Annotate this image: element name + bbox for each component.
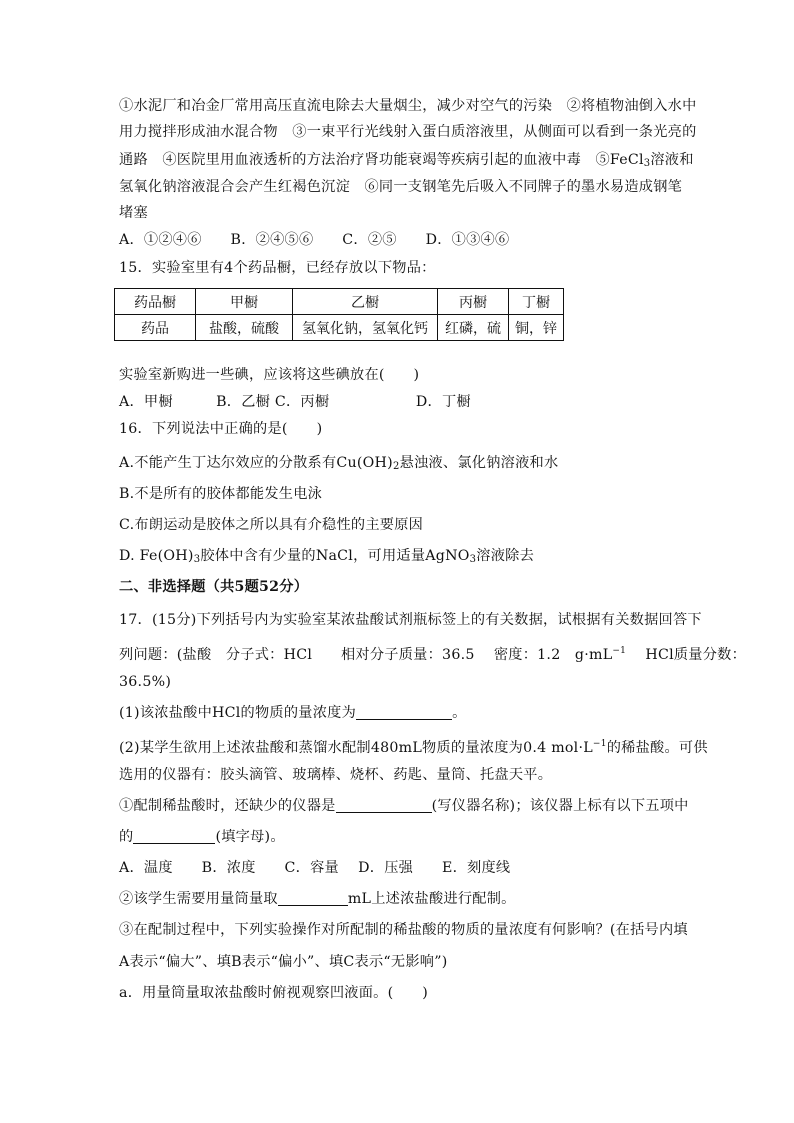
q16-option-a-text: A.不能产生丁达尔效应的分散系有Cu(OH) xyxy=(119,455,393,471)
table-cell: 药品 xyxy=(115,315,196,341)
table-header-cell: 药品橱 xyxy=(115,289,196,315)
q17-sub-1-line-2-text: 的 xyxy=(119,829,134,845)
q14-line-3-tail: 溶液和 xyxy=(650,152,694,168)
q17-line-2-tail: HCl质量分数： xyxy=(626,647,747,663)
q14-line-1: ①水泥厂和冶金厂常用高压直流电除去大量烟尘，减少对空气的污染 ②将植物油倒入水中 xyxy=(119,98,697,114)
q17-part-1 xyxy=(119,703,467,723)
q17-part-2-superscript: −1 xyxy=(592,739,607,749)
table-row xyxy=(115,315,564,341)
q17-sub-1-options: A．温度 B．浓度 C．容量 D．压强 E．刻度线 xyxy=(119,860,511,876)
q16-option-b: B.不是所有的胶体都能发生电泳 xyxy=(119,486,323,502)
q17-line-3: 36.5%) xyxy=(119,674,172,690)
q14-line-3-subscript: 3 xyxy=(643,158,651,169)
q16-option-d-subscript-1: 3 xyxy=(193,554,201,565)
q17-line-2-text: 列问题：(盐酸 分子式：HCl 相对分子质量：36.5 密度：1.2 g·mL xyxy=(119,647,613,663)
q16-option-d xyxy=(119,546,534,570)
q17-sub-1-text: ①配制稀盐酸时，还缺少的仪器是 xyxy=(119,798,336,814)
answer-blank[interactable] xyxy=(278,891,348,906)
q16-option-a-subscript: 2 xyxy=(392,461,400,472)
table-header-cell: 丁橱 xyxy=(509,289,564,315)
q15-question: 实验室新购进一些碘，应该将这些碘放在( ) xyxy=(119,367,420,383)
table-row xyxy=(115,289,564,315)
q14-options: A．①②④⑥ B．②④⑤⑥ C．②⑤ D．①③④⑥ xyxy=(119,232,510,248)
table-cell: 铜，锌 xyxy=(509,315,564,341)
q17-line-1: 17．(15分)下列括号内为实验室某浓盐酸试剂瓶标签上的有关数据，试根据有关数据回答下 xyxy=(119,612,702,628)
q15-stem: 15．实验室里有4个药品橱，已经存放以下物品： xyxy=(119,260,436,276)
q17-sub-2-tail: mL上述浓盐酸进行配制。 xyxy=(347,891,516,907)
section-2-title: 二、非选择题（共5题52分） xyxy=(119,579,309,595)
q17-line-2-superscript: −1 xyxy=(612,646,627,656)
q17-part-1-text: (1)该浓盐酸中HCl的物质的量浓度为 xyxy=(119,705,357,721)
table-header-cell: 甲橱 xyxy=(196,289,293,315)
q14-line-3 xyxy=(119,150,694,174)
q17-sub-1-line-2-tail: (填字母)。 xyxy=(215,829,285,845)
q17-part-2-text: (2)某学生欲用上述浓盐酸和蒸馏水配制480mL物质的量浓度为0.4 mol·L xyxy=(119,740,593,756)
answer-blank[interactable] xyxy=(133,829,215,844)
q14-line-3-text: 通路 ④医院里用血液透析的方法治疗肾功能衰竭等疾病引起的血液中毒 ⑤FeCl xyxy=(119,152,644,168)
q17-part-2-tail: 的稀盐酸。可供 xyxy=(606,740,708,756)
q17-sub-3-a: a．用量筒量取浓盐酸时俯视观察凹液面。( ) xyxy=(119,985,429,1001)
answer-blank[interactable] xyxy=(336,798,432,813)
q14-line-2: 用力搅拌形成油水混合物 ③一束平行光线射入蛋白质溶液里，从侧面可以看到一条光亮的 xyxy=(119,124,697,140)
q17-part-2-line-2: 选用的仪器有：胶头滴管、玻璃棒、烧杯、药匙、量筒、托盘天平。 xyxy=(119,767,553,783)
table-header-cell: 乙橱 xyxy=(293,289,438,315)
q17-sub-1-tail: (写仪器名称)；该仪器上标有以下五项中 xyxy=(431,798,689,814)
q16-option-d-middle: 胶体中含有少量的NaCl，可用适量AgNO xyxy=(200,548,470,564)
q17-sub-3-line-2: A表示“偏大”、填B表示“偏小”、填C表示“无影响”) xyxy=(119,954,448,970)
q16-stem: 16．下列说法中正确的是( ) xyxy=(119,421,323,437)
answer-blank[interactable] xyxy=(356,705,452,720)
q14-line-4: 氢氧化钠溶液混合会产生红褐色沉淀 ⑥同一支钢笔先后吸入不同牌子的墨水易造成钢笔 xyxy=(119,179,683,195)
table-header-cell: 丙橱 xyxy=(438,289,509,315)
q17-part-2 xyxy=(119,734,708,758)
table-cell: 氢氧化钠，氢氧化钙 xyxy=(293,315,438,341)
q17-sub-1 xyxy=(119,796,689,816)
q17-sub-3-line-1: ③在配制过程中，下列实验操作对所配制的稀盐酸的物质的量浓度有何影响？(在括号内填 xyxy=(119,922,688,938)
q17-sub-2 xyxy=(119,889,516,909)
q16-option-d-subscript-2: 3 xyxy=(469,554,477,565)
q17-sub-2-text: ②该学生需要用量筒量取 xyxy=(119,891,278,907)
q16-option-a xyxy=(119,453,558,477)
cabinet-table xyxy=(114,288,564,341)
q17-line-2 xyxy=(119,641,746,665)
q17-sub-1-line-2 xyxy=(119,827,285,847)
q16-option-c: C.布朗运动是胶体之所以具有介稳性的主要原因 xyxy=(119,517,424,533)
q16-option-d-text: D. Fe(OH) xyxy=(119,548,194,564)
q15-options: A．甲橱 B．乙橱 C．丙橱 D．丁橱 xyxy=(119,394,471,410)
q14-line-5: 堵塞 xyxy=(119,205,148,221)
q16-option-d-tail: 溶液除去 xyxy=(476,548,535,564)
q17-part-1-tail: 。 xyxy=(452,705,467,721)
table-cell: 盐酸，硫酸 xyxy=(196,315,293,341)
table-cell: 红磷，硫 xyxy=(438,315,509,341)
q16-option-a-tail: 悬浊液、氯化钠溶液和水 xyxy=(399,455,559,471)
